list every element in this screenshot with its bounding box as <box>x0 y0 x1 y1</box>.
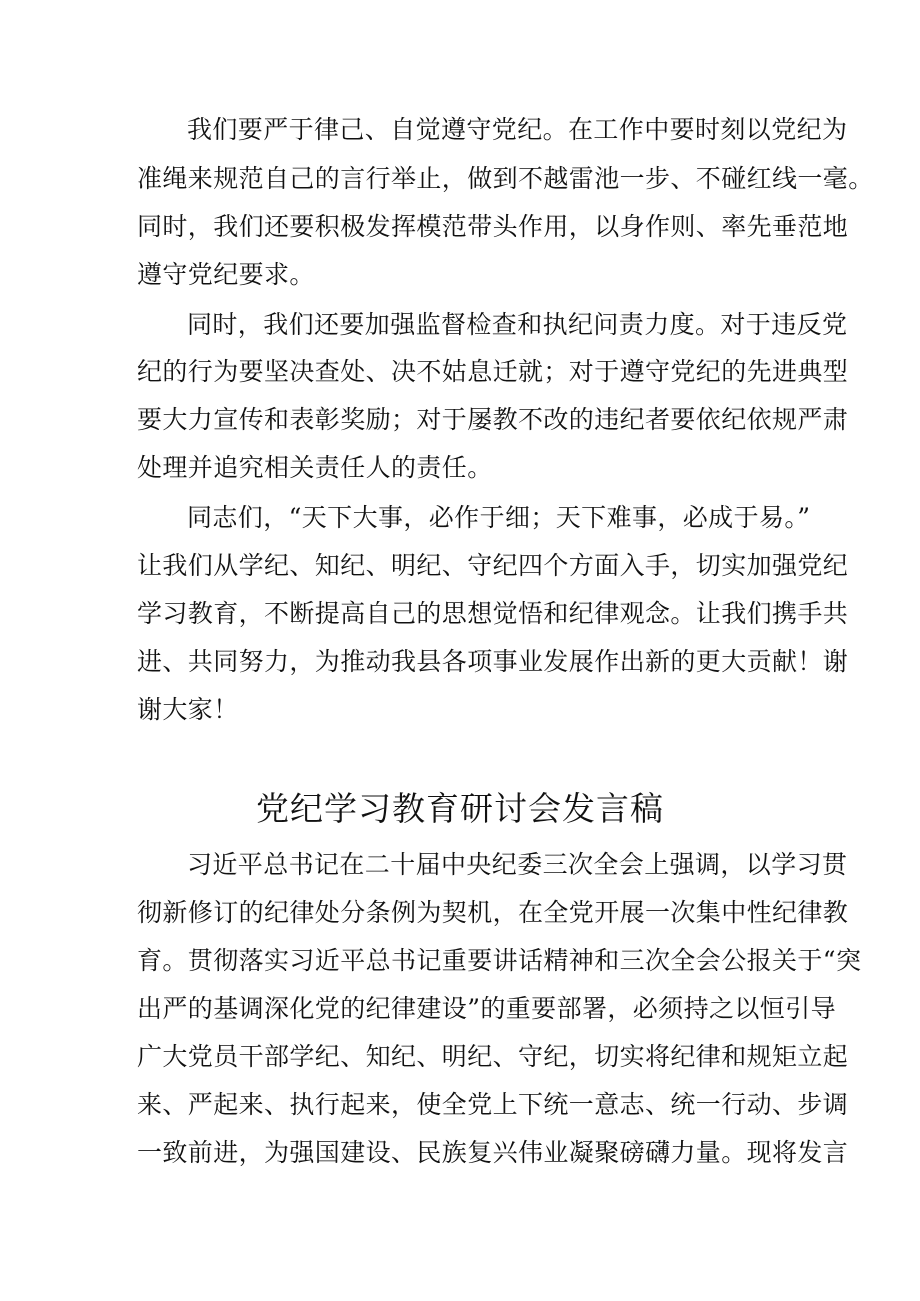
paragraph-line: 遵守党纪要求。 <box>137 260 315 289</box>
paragraph-line: 学习教育，不断提高自己的思想觉悟和纪律观念。让我们携手共 <box>137 599 849 628</box>
paragraph-line: 来、严起来、执行起来，使全党上下统一意志、统一行动、步调 <box>137 1090 849 1119</box>
paragraph-line: 谢大家！ <box>137 695 239 724</box>
paragraph-line: 彻新修订的纪律处分条例为契机，在全党开展一次集中性纪律教 <box>137 898 849 927</box>
paragraph-line: 同志们，“天下大事，必作于细；天下难事，必成于易。” <box>187 503 811 532</box>
paragraph-line: 一致前进，为强国建设、民族复兴伟业凝聚磅礴力量。现将发言 <box>137 1138 849 1167</box>
paragraph-line: 处理并追究相关责任人的责任。 <box>137 453 493 482</box>
paragraph-line: 纪的行为要坚决查处、决不姑息迁就；对于遵守党纪的先进典型 <box>137 357 849 386</box>
paragraph-line: 同时，我们还要积极发挥模范带头作用，以身作则、率先垂范地 <box>137 212 849 241</box>
paragraph-line: 育。贯彻落实习近平总书记重要讲话精神和三次全会公报关于“突 <box>137 946 862 975</box>
paragraph-line: 让我们从学纪、知纪、明纪、守纪四个方面入手，切实加强党纪 <box>137 551 849 580</box>
paragraph-line: 要大力宣传和表彰奖励；对于屡教不改的违纪者要依纪依规严肃 <box>137 405 849 434</box>
paragraph-line: 同时，我们还要加强监督检查和执纪问责力度。对于违反党 <box>187 310 848 339</box>
paragraph-line: 习近平总书记在二十届中央纪委三次全会上强调，以学习贯 <box>187 850 848 879</box>
paragraph-line: 出严的基调深化党的纪律建设”的重要部署，必须持之以恒引导 <box>137 994 836 1023</box>
paragraph-line: 进、共同努力，为推动我县各项事业发展作出新的更大贡献！谢 <box>137 647 849 676</box>
paragraph-line: 准绳来规范自己的言行举止，做到不越雷池一步、不碰红线一毫。 <box>137 164 874 193</box>
document-title: 党纪学习教育研讨会发言稿 <box>256 789 664 828</box>
paragraph-line: 我们要严于律己、自觉遵守党纪。在工作中要时刻以党纪为 <box>187 115 848 144</box>
paragraph-line: 广大党员干部学纪、知纪、明纪、守纪，切实将纪律和规矩立起 <box>137 1042 849 1071</box>
